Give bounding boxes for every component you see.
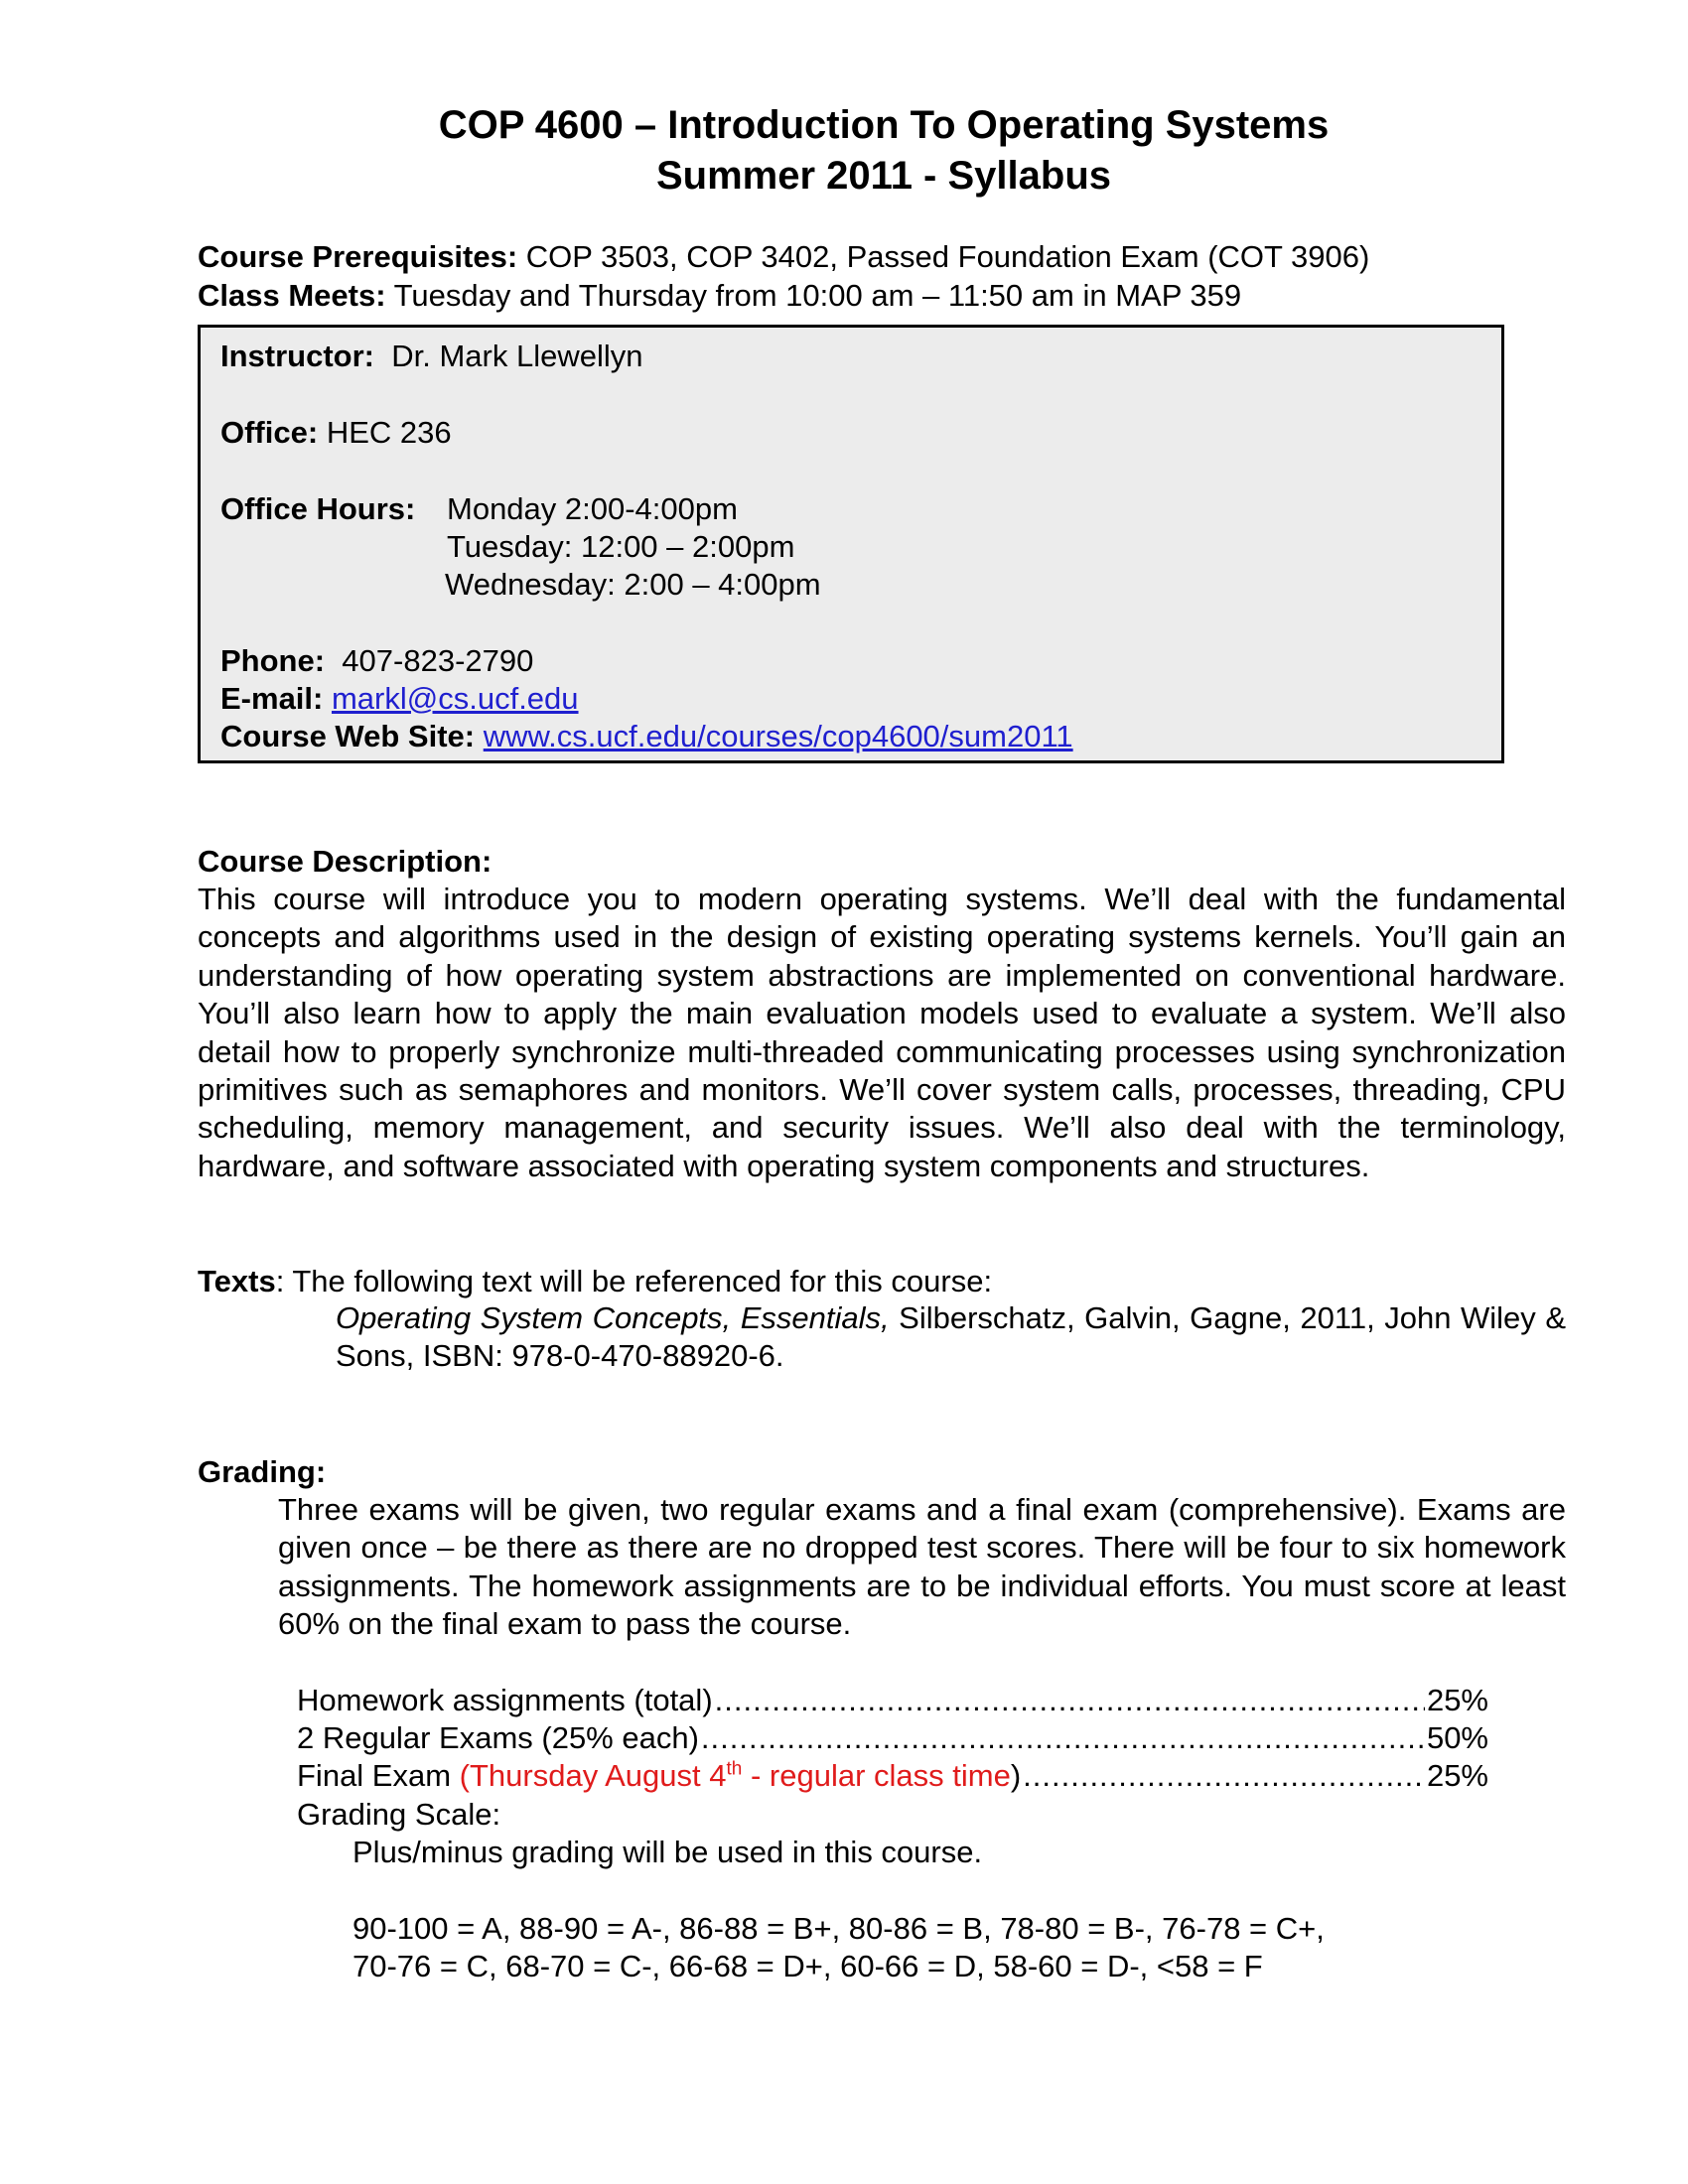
texts-label: Texts [198,1264,276,1298]
phone-value: 407-823-2790 [342,643,534,678]
prerequisites-label: Course Prerequisites: [198,239,518,274]
grade-row-label: 2 Regular Exams (25% each) [297,1720,699,1755]
grade-row-percent: 50% [1426,1720,1488,1755]
email-link[interactable]: markl@cs.ucf.edu [331,681,579,716]
grading-body: Three exams will be given, two regular exams and a final exam (comprehensive). Exams are given once – be there as there are no dropped test scores. There will be four to six homework assignments. The homework assignments are to be individual efforts. You must score at least 60% on the final exam to pass the course. [278,1492,1566,1642]
grade-row-label: Homework assignments (total) [297,1683,713,1717]
office-hours-monday: Monday 2:00-4:00pm [447,491,738,526]
class-meets-label: Class Meets: [198,278,386,313]
email-label: E-mail: [220,681,324,716]
office-hours-tuesday: Tuesday: 12:00 – 2:00pm [447,529,795,564]
grade-row-percent: 25% [1426,1758,1488,1793]
grading-scale-line-2: 70-76 = C, 68-70 = C-, 66-68 = D+, 60-66 = D, 58-60 = D-, <58 = F [352,1949,1263,1983]
grade-row-final-exam [297,1757,1488,1795]
instructor-value: Dr. Mark Llewellyn [391,339,643,373]
prerequisites-line [198,237,1369,277]
class-meets-value: Tuesday and Thursday from 10:00 am – 11:50 am in MAP 359 [385,278,1242,313]
leader-dots [715,1682,1425,1719]
page-title: COP 4600 – Introduction To Operating Systems [438,103,1330,147]
textbook-title: Operating System Concepts, Essentials, [336,1300,890,1335]
email-line [220,680,579,718]
description-body: This course will introduce you to modern operating systems. We’ll deal with the fundamental concepts and algorithms used in the design of existing operating systems kernels. You’ll gain an understanding of how operating system abstractions are implemented on conventional hardware. You’ll also learn how to apply the main evaluation models used to evaluate a system. We’ll also detail how to properly synchronize multi-threaded communicating processes using synchronization primitives such as semaphores and monitors. We’ll cover system calls, processes, threading, CPU scheduling, memory management, and security issues. We’ll also deal with the terminology, hardware, and software associated with operating system components and structures. [198,882,1566,1183]
prerequisites-value: COP 3503, COP 3402, Passed Foundation Exam (COT 3906) [517,239,1370,274]
grading-heading: Grading: [198,1454,327,1489]
description-heading: Course Description: [198,844,492,879]
texts-line [198,1262,992,1301]
office-value: HEC 236 [326,415,452,450]
website-line [220,718,1073,755]
class-meets-line [198,276,1241,316]
phone-label: Phone: [220,643,326,678]
page-subtitle: Summer 2011 - Syllabus [655,154,1111,198]
grade-row-percent: 25% [1426,1683,1488,1717]
leader-dots [1023,1757,1425,1795]
grade-row-homework [297,1682,1488,1719]
leader-dots [701,1719,1425,1757]
grade-row-regular-exams [297,1719,1488,1757]
textbook-details: Silberschatz, Galvin, Gagne, 2011, John Wiley & Sons, ISBN: 978-0-470-88920-6. [336,1300,1566,1373]
office-label: Office: [220,415,319,450]
instructor-line [220,338,642,375]
office-hours-label: Office Hours: [220,491,416,526]
texts-intro: : The following text will be referenced for this course: [275,1264,993,1298]
final-exam-date: (Thursday August 4th - regular class time [459,1758,1011,1793]
instructor-label: Instructor: [220,339,374,373]
grade-row-label: Final Exam (Thursday August 4th - regular class time) [297,1758,1022,1793]
instructor-info-box [198,325,1504,763]
textbook-reference [336,1299,1566,1375]
phone-line [220,642,533,680]
office-hours-wednesday: Wednesday: 2:00 – 4:00pm [445,567,821,602]
office-line [220,414,452,452]
grading-scale-label: Grading Scale: [297,1797,501,1832]
website-label: Course Web Site: [220,719,476,753]
grading-scale-line-1: 90-100 = A, 88-90 = A-, 86-88 = B+, 80-86 = B, 78-80 = B-, 76-78 = C+, [352,1911,1325,1946]
grading-scale-note: Plus/minus grading will be used in this course. [352,1835,983,1869]
website-link[interactable]: www.cs.ucf.edu/courses/cop4600/sum2011 [483,719,1073,753]
